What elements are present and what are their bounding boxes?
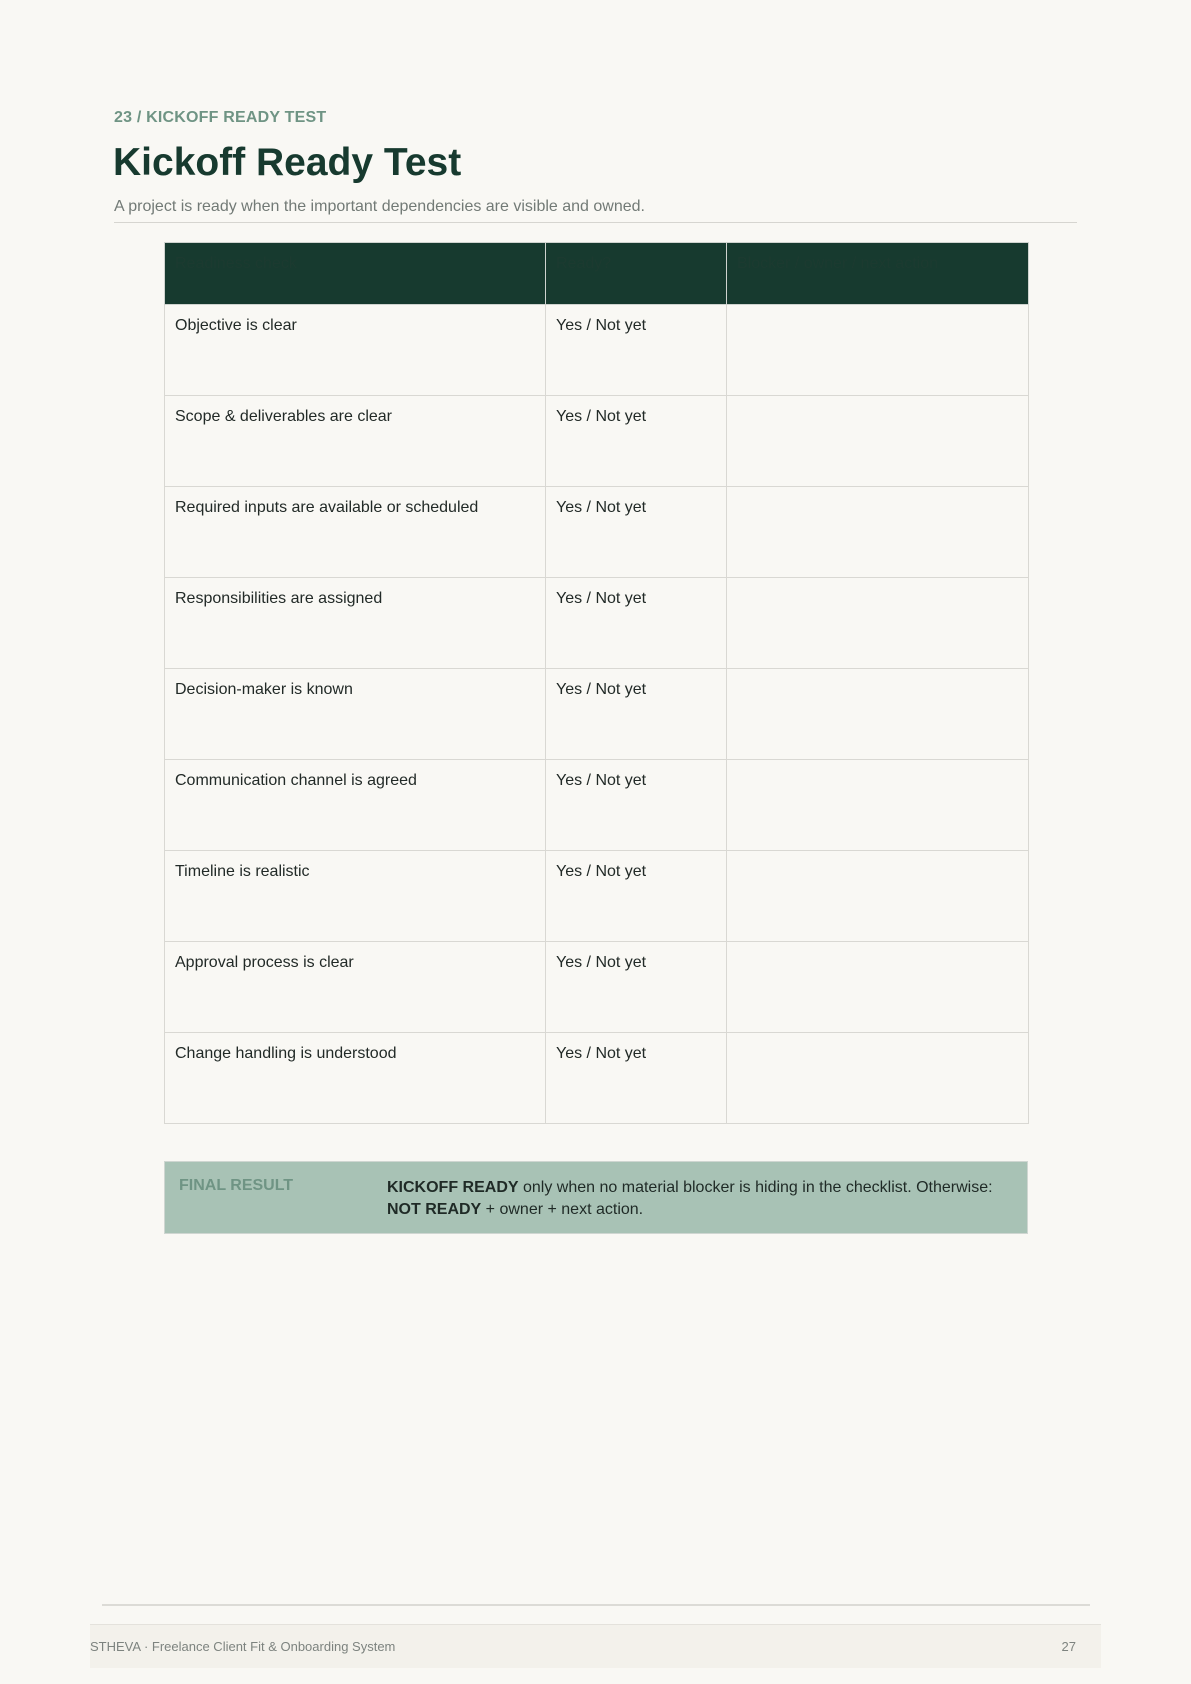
action-cell[interactable] — [727, 396, 1029, 487]
page-subtitle: A project is ready when the important dependencies are visible and owned. — [114, 198, 645, 215]
check-cell: Objective is clear — [165, 305, 546, 396]
action-cell[interactable] — [727, 578, 1029, 669]
kickoff-ready-description: only when no material blocker is hiding in the checklist. Otherwise: — [518, 1179, 993, 1196]
kickoff-ready-term: KICKOFF READY — [387, 1179, 519, 1196]
table-row — [165, 305, 1029, 396]
check-cell: Approval process is clear — [165, 942, 546, 1033]
page-footer — [90, 1624, 1101, 1668]
ready-cell[interactable]: Yes / Not yet — [546, 1033, 727, 1124]
action-cell[interactable] — [727, 305, 1029, 396]
check-cell: Responsibilities are assigned — [165, 578, 546, 669]
check-cell: Scope & deliverables are clear — [165, 396, 546, 487]
final-result-box — [164, 1161, 1028, 1234]
check-cell: Communication channel is agreed — [165, 760, 546, 851]
action-cell[interactable] — [727, 851, 1029, 942]
column-header-check: Readiness check — [165, 243, 546, 305]
title-divider — [114, 222, 1077, 223]
ready-cell[interactable]: Yes / Not yet — [546, 669, 727, 760]
check-cell: Timeline is realistic — [165, 851, 546, 942]
table-header-row — [165, 243, 1029, 305]
ready-cell[interactable]: Yes / Not yet — [546, 760, 727, 851]
table-row — [165, 669, 1029, 760]
table-row — [165, 487, 1029, 578]
ready-cell[interactable]: Yes / Not yet — [546, 578, 727, 669]
not-ready-term: NOT READY — [387, 1201, 482, 1218]
table-row — [165, 578, 1029, 669]
check-cell: Change handling is understood — [165, 1033, 546, 1124]
table-row — [165, 851, 1029, 942]
ready-cell[interactable]: Yes / Not yet — [546, 851, 727, 942]
footer-document-title: STHEVA · Freelance Client Fit & Onboarding System — [90, 1639, 396, 1654]
page-title: Kickoff Ready Test — [113, 141, 462, 184]
ready-cell[interactable]: Yes / Not yet — [546, 942, 727, 1033]
ready-cell[interactable]: Yes / Not yet — [546, 396, 727, 487]
table-row — [165, 396, 1029, 487]
table-row — [165, 760, 1029, 851]
final-result-label: FINAL RESULT — [179, 1177, 294, 1194]
column-header-action: Blocker / owner / next action — [727, 243, 1029, 305]
action-cell[interactable] — [727, 760, 1029, 851]
action-cell[interactable] — [727, 487, 1029, 578]
footer-page-number: 27 — [1061, 1639, 1076, 1654]
column-header-ready: Ready? — [546, 243, 727, 305]
check-cell: Required inputs are available or scheduled — [165, 487, 546, 578]
ready-cell[interactable]: Yes / Not yet — [546, 305, 727, 396]
action-cell[interactable] — [727, 1033, 1029, 1124]
table-row — [165, 942, 1029, 1033]
action-cell[interactable] — [727, 669, 1029, 760]
section-kicker: 23 / KICKOFF READY TEST — [114, 109, 327, 126]
footer-divider — [102, 1604, 1090, 1606]
final-result-text — [387, 1177, 1013, 1218]
check-cell: Decision-maker is known — [165, 669, 546, 760]
ready-cell[interactable]: Yes / Not yet — [546, 487, 727, 578]
action-cell[interactable] — [727, 942, 1029, 1033]
not-ready-description: + owner + next action. — [481, 1201, 644, 1218]
table-row — [165, 1033, 1029, 1124]
readiness-table — [164, 242, 1029, 1124]
